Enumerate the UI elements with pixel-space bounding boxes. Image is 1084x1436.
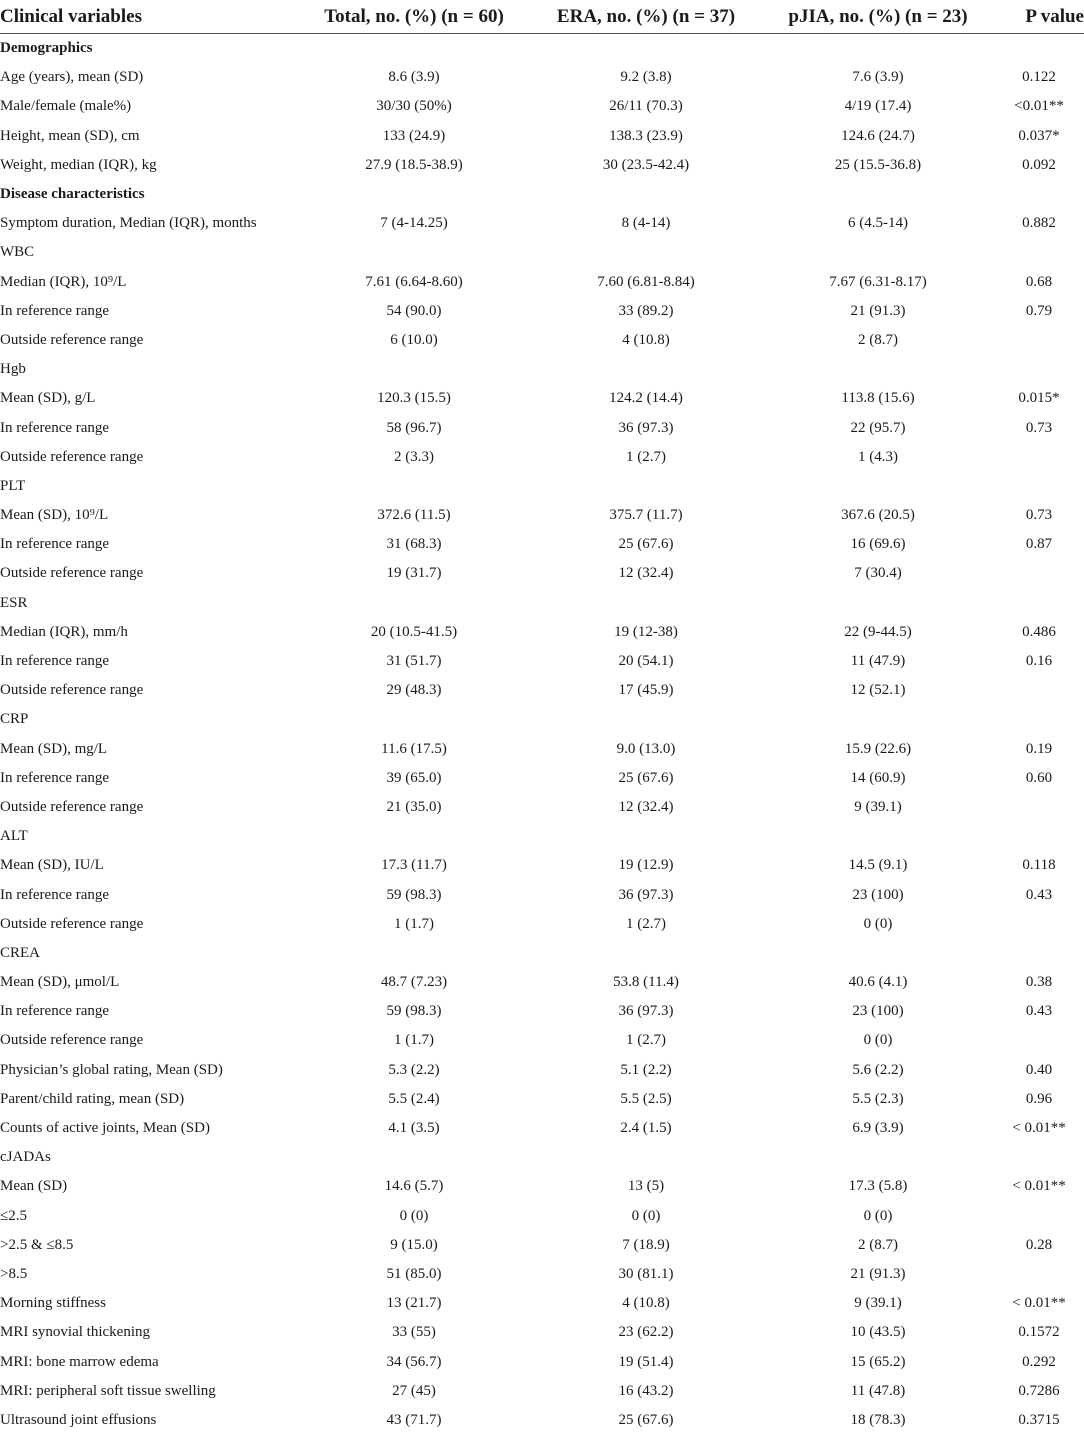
variable-label-cell: Parent/child rating, mean (SD) [0,1090,185,1107]
variable-label-cell: Male/female (male%) [0,98,132,115]
table-row [0,851,1084,880]
table-row [0,1377,1084,1406]
era-cell [530,822,762,851]
table-row [0,238,1084,267]
pjia-cell: 15.9 (22.6) [844,740,912,757]
variable-label-cell: Outside reference range [0,565,144,582]
pjia-cell: 12 (52.1) [850,682,906,699]
variable-label-cell: MRI: bone marrow edema [0,1353,159,1370]
p-value-cell: 0.96 [1025,1090,1053,1107]
variable-label-cell: Hgb [0,361,26,378]
table-row [0,1260,1084,1289]
era-cell: 16 (43.2) [618,1382,674,1399]
era-cell: 9.2 (3.8) [620,69,672,86]
pjia-cell [762,822,994,851]
p-value-cell: 0.882 [1022,215,1056,232]
pjia-cell: 7 (30.4) [854,565,902,582]
era-cell: 7 (18.9) [622,1236,670,1253]
total-cell: 2 (3.3) [394,448,434,465]
pjia-cell: 21 (91.3) [850,1265,906,1282]
era-cell: 17 (45.9) [618,682,674,699]
p-value-cell: 0.19 [1025,740,1053,757]
pjia-cell: 124.6 (24.7) [841,127,915,144]
variable-label-cell: Mean (SD), 10⁹/L [0,507,109,524]
total-cell: 27 (45) [392,1382,436,1399]
total-cell: 5.3 (2.2) [388,1061,440,1078]
p-value-cell [994,910,1084,939]
total-cell: 11.6 (17.5) [381,740,447,757]
table-row [0,1289,1084,1318]
p-value-cell: 0.60 [1025,769,1053,786]
table-row [0,1202,1084,1231]
variable-label-cell: ALT [0,828,28,845]
p-value-cell: < 0.01** [1012,1295,1066,1312]
variable-label-cell: In reference range [0,1003,110,1020]
variable-label-cell: In reference range [0,536,110,553]
total-cell: 59 (98.3) [386,886,442,903]
p-value-cell [994,793,1084,822]
total-cell [298,705,530,734]
pjia-cell [762,238,994,267]
p-value-cell: 0.1572 [1018,1324,1060,1341]
p-value-cell: 0.87 [1025,536,1053,553]
variable-label-cell: Counts of active joints, Mean (SD) [0,1120,210,1137]
pjia-cell: 25 (15.5-36.8) [834,156,922,173]
variable-label-cell: Mean (SD) [0,1178,68,1195]
p-value-cell: 0.68 [1025,273,1053,290]
era-cell: 1 (2.7) [626,1032,666,1049]
era-cell [530,1143,762,1172]
total-cell: 6 (10.0) [390,331,438,348]
era-cell: 1 (2.7) [626,915,666,932]
pjia-cell: 14 (60.9) [850,769,906,786]
p-value-cell [994,443,1084,472]
p-value-cell: 0.7286 [1018,1382,1060,1399]
total-cell: 21 (35.0) [386,798,442,815]
pjia-cell: 0 (0) [863,1032,893,1049]
variable-label-cell: Outside reference range [0,915,144,932]
table-row [0,326,1084,355]
variable-label-cell: Outside reference range [0,682,144,699]
variable-label-cell: WBC [0,244,35,261]
era-cell: 25 (67.6) [618,536,674,553]
p-value-cell [994,705,1084,734]
total-cell: 34 (56.7) [386,1353,442,1370]
table-body [0,34,1084,1436]
variable-label-cell: Ultrasound joint effusions [0,1411,157,1428]
total-cell: 27.9 (18.5-38.9) [365,156,463,173]
pjia-cell: 18 (78.3) [850,1411,906,1428]
table-row [0,1347,1084,1376]
table-row [0,676,1084,705]
total-cell: 133 (24.9) [382,127,446,144]
variable-label-cell: CREA [0,944,41,961]
total-cell: 31 (68.3) [386,536,442,553]
pjia-cell: 11 (47.8) [850,1382,906,1399]
variable-label-cell: ESR [0,594,28,611]
total-cell: 0 (0) [399,1207,429,1224]
total-cell: 58 (96.7) [386,419,442,436]
header-row [0,0,1084,34]
p-value-cell: 0.40 [1025,1061,1053,1078]
header-p-value: P value [994,0,1084,34]
era-cell [530,589,762,618]
table-row [0,1143,1084,1172]
p-value-cell: 0.292 [1022,1353,1056,1370]
total-cell: 31 (51.7) [386,653,442,670]
pjia-cell: 16 (69.6) [850,536,906,553]
table-row [0,530,1084,559]
pjia-cell: 4/19 (17.4) [844,98,912,115]
era-cell: 20 (54.1) [618,653,674,670]
table-row [0,63,1084,92]
section-heading: Disease characteristics [0,186,145,203]
table-row [0,1318,1084,1347]
variable-label-cell: Median (IQR), mm/h [0,623,128,640]
p-value-cell: 0.118 [1022,857,1056,874]
p-value-cell: 0.73 [1025,507,1053,524]
variable-label-cell: In reference range [0,419,110,436]
era-cell: 5.1 (2.2) [620,1061,672,1078]
table-row [0,1406,1084,1435]
era-cell: 26/11 (70.3) [609,98,683,115]
era-cell: 12 (32.4) [618,565,674,582]
p-value-cell [994,589,1084,618]
total-cell: 19 (31.7) [386,565,442,582]
variable-label-cell: In reference range [0,886,110,903]
pjia-cell: 367.6 (20.5) [841,507,915,524]
pjia-cell: 7.6 (3.9) [852,69,904,86]
era-cell: 0 (0) [631,1207,661,1224]
pjia-cell: 23 (100) [852,1003,904,1020]
total-cell: 17.3 (11.7) [381,857,447,874]
pjia-cell: 17.3 (5.8) [848,1178,908,1195]
table-header [0,0,1084,34]
total-cell: 14.6 (5.7) [384,1178,444,1195]
variable-label-cell: Height, mean (SD), cm [0,127,140,144]
total-cell: 20 (10.5-41.5) [370,623,458,640]
variable-label-cell: Outside reference range [0,448,144,465]
table-row [0,92,1084,121]
table-row [0,151,1084,180]
pjia-cell: 9 (39.1) [854,798,902,815]
table-row [0,297,1084,326]
table-row [0,997,1084,1026]
total-cell: 59 (98.3) [386,1003,442,1020]
pjia-cell: 40.6 (4.1) [848,974,908,991]
variable-label-cell: CRP [0,711,29,728]
era-cell [530,939,762,968]
p-value-cell: 0.3715 [1018,1411,1060,1428]
total-cell: 9 (15.0) [390,1236,438,1253]
variable-label-cell: >2.5 & ≤8.5 [0,1236,74,1253]
p-value-cell: 0.092 [1022,156,1056,173]
table-row [0,472,1084,501]
table-row [0,559,1084,588]
p-value-cell [994,822,1084,851]
table-row [0,413,1084,442]
pjia-cell: 2 (8.7) [858,331,898,348]
variable-label-cell: Outside reference range [0,798,144,815]
p-value-cell [994,355,1084,384]
variable-label-cell: In reference range [0,769,110,786]
total-cell: 120.3 (15.5) [377,390,451,407]
total-cell [298,355,530,384]
p-value-cell: 0.122 [1022,69,1056,86]
variable-label-cell: Weight, median (IQR), kg [0,156,157,173]
p-value-cell: 0.16 [1025,653,1053,670]
era-cell [530,355,762,384]
p-value-cell: 0.79 [1025,302,1053,319]
era-cell: 19 (12.9) [618,857,674,874]
era-cell: 375.7 (11.7) [609,507,683,524]
table-row [0,647,1084,676]
table-row [0,1114,1084,1143]
total-cell: 13 (21.7) [386,1295,442,1312]
pjia-cell [762,705,994,734]
section-heading: Demographics [0,40,93,57]
table-row [0,355,1084,384]
p-value-cell: <0.01** [1014,98,1064,115]
variable-label-cell: Mean (SD), g/L [0,390,96,407]
era-cell: 30 (81.1) [618,1265,674,1282]
era-cell: 13 (5) [627,1178,665,1195]
era-cell: 23 (62.2) [618,1324,674,1341]
total-cell [298,1143,530,1172]
pjia-cell [762,939,994,968]
pjia-cell: 1 (4.3) [858,448,898,465]
p-value-cell: < 0.01** [1012,1120,1066,1137]
era-cell [530,705,762,734]
p-value-cell [994,1260,1084,1289]
variable-label-cell: Median (IQR), 10⁹/L [0,273,127,290]
p-value-cell: 0.015* [1018,390,1060,407]
table-row [0,209,1084,238]
era-cell: 5.5 (2.5) [620,1090,672,1107]
table-row [0,735,1084,764]
header-pjia: pJIA, no. (%) (n = 23) [762,0,994,34]
variable-label-cell: Mean (SD), IU/L [0,857,104,874]
pjia-cell: 22 (9-44.5) [844,623,912,640]
pjia-cell: 5.6 (2.2) [852,1061,904,1078]
era-cell: 36 (97.3) [618,419,674,436]
era-cell: 9.0 (13.0) [616,740,676,757]
p-value-cell: 0.43 [1025,886,1053,903]
pjia-cell: 6 (4.5-14) [848,215,908,232]
era-cell: 4 (10.8) [622,1295,670,1312]
total-cell: 372.6 (11.5) [377,507,451,524]
pjia-cell: 21 (91.3) [850,302,906,319]
total-cell: 5.5 (2.4) [388,1090,440,1107]
total-cell [298,589,530,618]
pjia-cell: 14.5 (9.1) [848,857,908,874]
era-cell: 25 (67.6) [618,1411,674,1428]
p-value-cell: 0.28 [1025,1236,1053,1253]
era-cell: 7.60 (6.81-8.84) [597,273,695,290]
pjia-cell: 7.67 (6.31-8.17) [829,273,927,290]
era-cell: 1 (2.7) [626,448,666,465]
p-value-cell [994,238,1084,267]
p-value-cell [994,676,1084,705]
era-cell [530,472,762,501]
era-cell: 33 (89.2) [618,302,674,319]
pjia-cell: 23 (100) [852,886,904,903]
total-cell: 29 (48.3) [386,682,442,699]
p-value-cell: 0.38 [1025,974,1053,991]
variable-label-cell: Age (years), mean (SD) [0,69,144,86]
total-cell: 8.6 (3.9) [388,69,440,86]
era-cell: 19 (12-38) [614,623,678,640]
pjia-cell: 22 (95.7) [850,419,906,436]
pjia-cell: 15 (65.2) [850,1353,906,1370]
total-cell: 33 (55) [392,1324,436,1341]
total-cell: 7 (4-14.25) [380,215,448,232]
section-row [0,34,1084,64]
table-row [0,1172,1084,1201]
pjia-cell: 2 (8.7) [858,1236,898,1253]
variable-label-cell: Symptom duration, Median (IQR), months [0,215,257,232]
pjia-cell: 113.8 (15.6) [841,390,915,407]
table-row [0,122,1084,151]
total-cell [298,472,530,501]
era-cell: 8 (4-14) [621,215,671,232]
variable-label-cell: Physician’s global rating, Mean (SD) [0,1061,223,1078]
table-row [0,764,1084,793]
p-value-cell: 0.73 [1025,419,1053,436]
variable-label-cell: cJADAs [0,1149,51,1166]
table-row [0,793,1084,822]
header-total: Total, no. (%) (n = 60) [298,0,530,34]
table-row [0,384,1084,413]
table-row [0,501,1084,530]
total-cell: 54 (90.0) [386,302,442,319]
total-cell [298,939,530,968]
table-row [0,880,1084,909]
table-row [0,1056,1084,1085]
variable-label-cell: MRI synovial thickening [0,1324,150,1341]
total-cell [298,238,530,267]
variable-label-cell: ≤2.5 [0,1207,27,1224]
table-row [0,1026,1084,1055]
table-row [0,618,1084,647]
table-row [0,268,1084,297]
total-cell: 39 (65.0) [386,769,442,786]
p-value-cell: 0.037* [1018,127,1060,144]
variable-label-cell: In reference range [0,653,110,670]
total-cell: 48.7 (7.23) [380,974,448,991]
pjia-cell: 0 (0) [863,915,893,932]
pjia-cell: 10 (43.5) [850,1324,906,1341]
variable-label-cell: >8.5 [0,1265,28,1282]
p-value-cell: 0.43 [1025,1003,1053,1020]
table-row [0,705,1084,734]
total-cell: 43 (71.7) [386,1411,442,1428]
total-cell: 30/30 (50%) [376,98,452,115]
era-cell: 36 (97.3) [618,886,674,903]
era-cell [530,238,762,267]
pjia-cell [762,1143,994,1172]
p-value-cell [994,1202,1084,1231]
header-era: ERA, no. (%) (n = 37) [530,0,762,34]
p-value-cell [994,1143,1084,1172]
era-cell: 138.3 (23.9) [609,127,683,144]
era-cell: 25 (67.6) [618,769,674,786]
variable-label-cell: MRI: peripheral soft tissue swelling [0,1382,216,1399]
table-row [0,1085,1084,1114]
variable-label-cell: In reference range [0,302,110,319]
pjia-cell: 5.5 (2.3) [852,1090,904,1107]
total-cell: 1 (1.7) [394,915,434,932]
header-clinical-variables: Clinical variables [0,0,298,34]
pjia-cell [762,355,994,384]
table-row [0,939,1084,968]
table-row [0,910,1084,939]
p-value-cell [994,326,1084,355]
era-cell: 36 (97.3) [618,1003,674,1020]
era-cell: 4 (10.8) [622,331,670,348]
era-cell: 124.2 (14.4) [609,390,683,407]
p-value-cell: 0.486 [1022,623,1056,640]
p-value-cell [994,559,1084,588]
total-cell [298,822,530,851]
table-row [0,1231,1084,1260]
variable-label-cell: Mean (SD), mg/L [0,740,108,757]
table-row [0,822,1084,851]
table-row [0,968,1084,997]
total-cell: 1 (1.7) [394,1032,434,1049]
total-cell: 51 (85.0) [386,1265,442,1282]
era-cell: 30 (23.5-42.4) [602,156,690,173]
total-cell: 7.61 (6.64-8.60) [365,273,463,290]
variable-label-cell: PLT [0,477,26,494]
total-cell: 4.1 (3.5) [388,1120,440,1137]
pjia-cell [762,589,994,618]
pjia-cell [762,472,994,501]
p-value-cell [994,1026,1084,1055]
variable-label-cell: Outside reference range [0,331,144,348]
variable-label-cell: Mean (SD), μmol/L [0,974,120,991]
pjia-cell: 6.9 (3.9) [852,1120,904,1137]
table-row [0,589,1084,618]
pjia-cell: 0 (0) [863,1207,893,1224]
era-cell: 53.8 (11.4) [613,974,679,991]
p-value-cell: < 0.01** [1012,1178,1066,1195]
p-value-cell [994,472,1084,501]
section-row [0,180,1084,209]
era-cell: 19 (51.4) [618,1353,674,1370]
table-row [0,443,1084,472]
era-cell: 2.4 (1.5) [620,1120,672,1137]
variable-label-cell: Morning stiffness [0,1295,106,1312]
pjia-cell: 9 (39.1) [854,1295,902,1312]
p-value-cell [994,939,1084,968]
variable-label-cell: Outside reference range [0,1032,144,1049]
pjia-cell: 11 (47.9) [850,653,906,670]
era-cell: 12 (32.4) [618,798,674,815]
